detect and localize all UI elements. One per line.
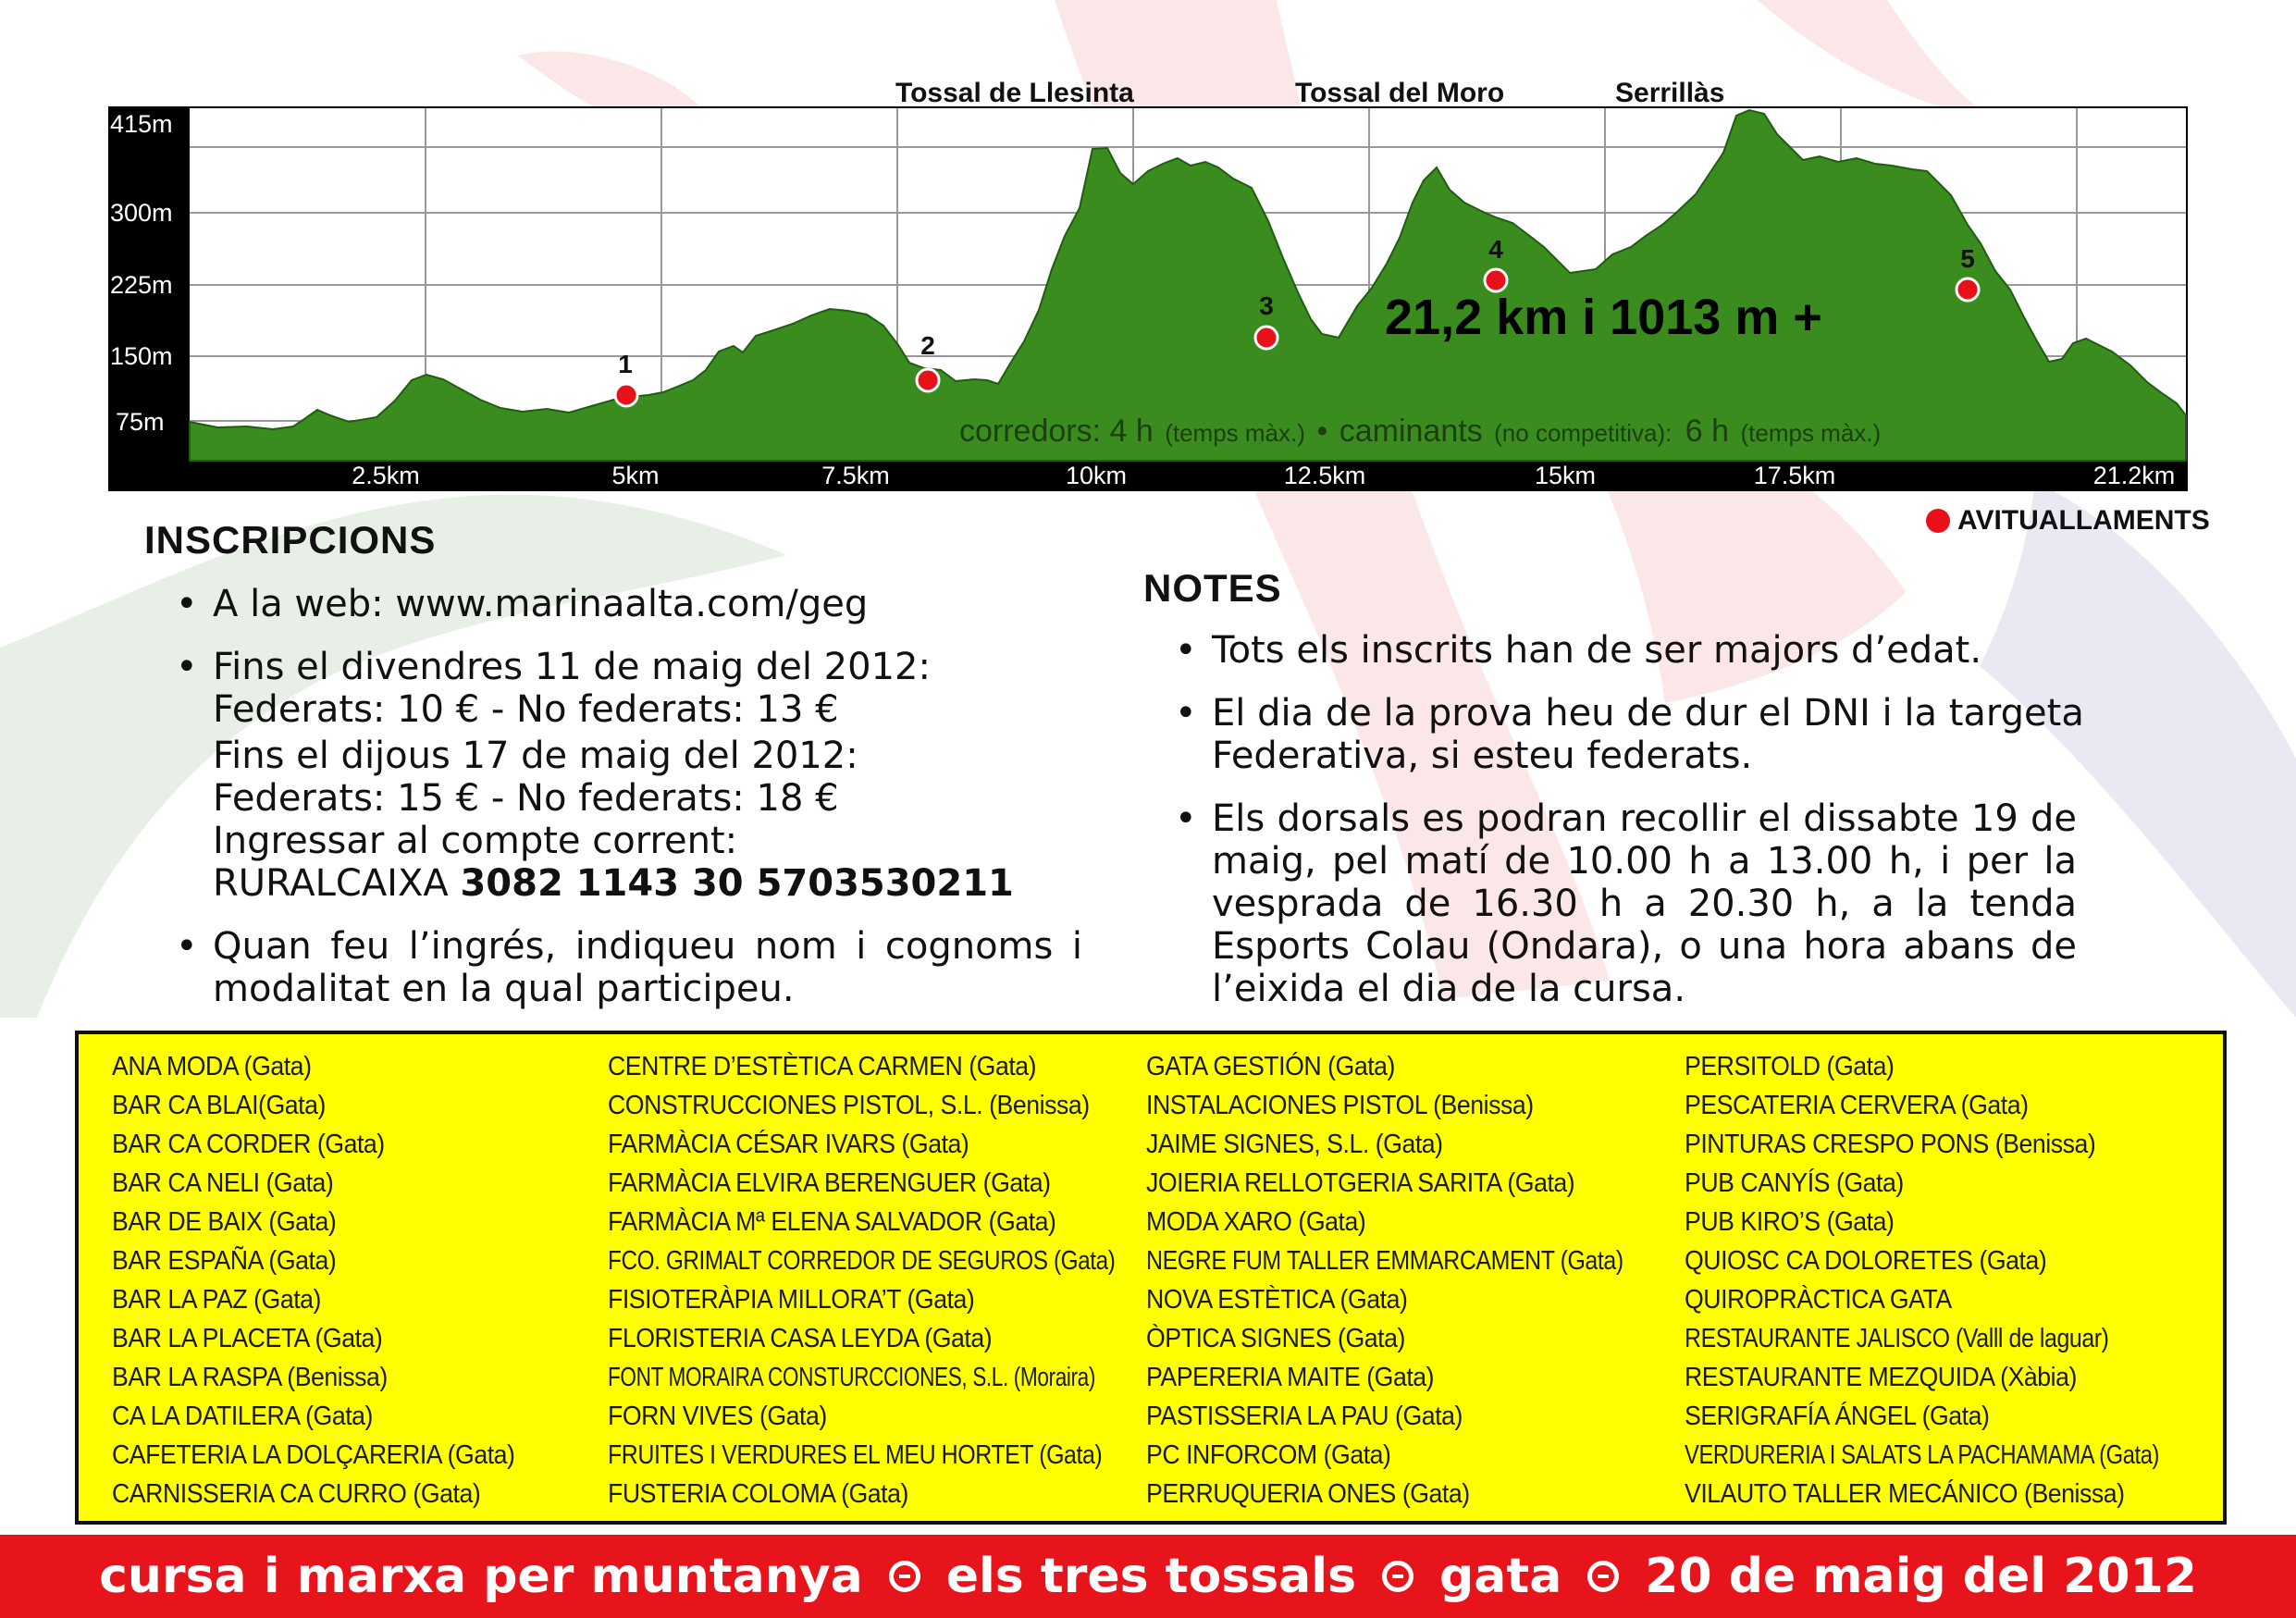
sponsor-item: CONSTRUCCIONES PISTOL, S.L. (Benissa) — [608, 1091, 1090, 1120]
sponsor-item: PASTISSERIA LA PAU (Gata) — [1146, 1402, 1463, 1431]
walkers-note: (no competitiva): — [1494, 419, 1673, 447]
sponsor-item: BAR LA PAZ (Gata) — [112, 1285, 321, 1315]
x-tick-label: 12.5km — [1283, 462, 1366, 489]
x-tick-label: 10km — [1065, 462, 1128, 489]
sponsor-item: FLORISTERIA CASA LEYDA (Gata) — [608, 1324, 993, 1353]
sponsor-column — [112, 1047, 608, 1521]
y-tick-label: 150m — [110, 342, 173, 370]
list-item — [1175, 629, 2077, 672]
sponsor-item: RESTAURANTE JALISCO (Valll de laguar) — [1685, 1324, 2109, 1353]
sponsor-item: PERRUQUERIA ONES (Gata) — [1146, 1479, 1470, 1509]
note-text: maig, pel matí de 10.00 h a 13.00 h, i per la — [1212, 840, 2077, 883]
aid-station-number: 1 — [618, 350, 633, 378]
sponsor-item: FRUITES I VERDURES EL MEU HORTET (Gata) — [608, 1440, 1103, 1470]
sponsor-item: JAIME SIGNES, S.L. (Gata) — [1146, 1130, 1443, 1159]
sponsor-item: PAPERERIA MAITE (Gata) — [1146, 1363, 1435, 1392]
sponsor-item: PESCATERIA CERVERA (Gata) — [1685, 1091, 2029, 1120]
aid-station-marker — [917, 369, 939, 391]
footer-date: 20 de maig del 2012 — [1645, 1549, 2197, 1604]
note-text: Federativa, si esteu federats. — [1212, 735, 1753, 777]
sponsor-item: FUSTERIA COLOMA (Gata) — [608, 1479, 908, 1509]
x-tick-label: 21.2km — [2092, 462, 2176, 489]
notes-title: NOTES — [1143, 566, 1282, 610]
peak-label: Tossal de Llesinta — [895, 78, 1134, 108]
sponsor-item: FCO. GRIMALT CORREDOR DE SEGUROS (Gata) — [608, 1246, 1116, 1276]
aid-station-marker — [615, 384, 637, 406]
sponsor-item: NOVA ESTÈTICA (Gata) — [1146, 1285, 1408, 1315]
aid-station-number: 4 — [1488, 235, 1503, 264]
sponsor-item: FARMÀCIA Mª ELENA SALVADOR (Gata) — [608, 1207, 1056, 1237]
account-label: Ingressar al compte corrent: — [213, 820, 738, 862]
sponsor-item: CARNISSERIA CA CURRO (Gata) — [112, 1479, 481, 1509]
walkers-label: caminants — [1339, 414, 1483, 449]
sponsor-item: PINTURAS CRESPO PONS (Benissa) — [1685, 1130, 2096, 1159]
aid-station-marker — [1255, 327, 1278, 349]
note-text: • Els dorsals es podran recollir el dissabte 19 de — [1212, 797, 2077, 840]
sponsor-item: PUB KIRO’S (Gata) — [1685, 1207, 1895, 1237]
note-text: • Tots els inscrits han de ser majors d’edat. — [1212, 629, 1982, 672]
y-tick-label: 225m — [110, 271, 173, 299]
sponsor-item: FARMÀCIA ELVIRA BERENGUER (Gata) — [608, 1168, 1051, 1198]
separator-dot: • — [1316, 414, 1328, 449]
aid-station-marker — [1957, 278, 1979, 301]
sponsor-column — [1685, 1047, 2223, 1521]
notes-list — [1175, 629, 2084, 1010]
elevation-profile-chart — [108, 106, 2188, 491]
sponsor-item: FORN VIVES (Gata) — [608, 1402, 827, 1431]
footer-event: cursa i marxa per muntanya — [99, 1549, 863, 1604]
sponsor-item: VILAUTO TALLER MECÁNICO (Benissa) — [1685, 1479, 2125, 1509]
note-text: • El dia de la prova heu de dur el DNI i la targeta — [1212, 692, 2084, 735]
walkers-note-2: (temps màx.) — [1740, 419, 1882, 447]
aid-station-marker — [1485, 269, 1507, 291]
y-tick-label: 75m — [116, 408, 165, 436]
price-1: Federats: 10 € - No federats: 13 € — [213, 688, 839, 731]
sponsor-item: NEGRE FUM TALLER EMMARCAMENT (Gata) — [1146, 1246, 1623, 1276]
sponsor-item: CAFETERIA LA DOLÇARERIA (Gata) — [112, 1440, 515, 1470]
sponsor-item: PERSITOLD (Gata) — [1685, 1052, 1895, 1081]
account-number: 3082 1143 30 5703530211 — [460, 862, 1014, 905]
deadline-2: Fins el dijous 17 de maig del 2012: — [213, 735, 858, 777]
sponsor-column — [608, 1047, 1146, 1521]
runners-note: (temps màx.) — [1165, 419, 1305, 447]
sponsor-item: PUB CANYÍS (Gata) — [1685, 1168, 1904, 1198]
walkers-time: 6 h — [1685, 414, 1730, 449]
sponsor-item: FONT MORAIRA CONSTURCCIONES, S.L. (Moraira) — [608, 1363, 1096, 1392]
sponsor-item: ANA MODA (Gata) — [112, 1052, 312, 1081]
sponsor-item: CENTRE D’ESTÈTICA CARMEN (Gata) — [608, 1052, 1037, 1081]
sponsor-item: BAR CA BLAI(Gata) — [112, 1091, 326, 1120]
separator-icon — [1382, 1561, 1413, 1592]
sponsor-item: BAR CA CORDER (Gata) — [112, 1130, 385, 1159]
sponsor-item: GATA GESTIÓN (Gata) — [1146, 1052, 1395, 1081]
y-tick-label: 415m — [110, 110, 173, 138]
aid-station-number: 2 — [920, 331, 935, 360]
sponsor-item: ÒPTICA SIGNES (Gata) — [1146, 1324, 1405, 1353]
aid-station-number: 3 — [1259, 291, 1274, 320]
list-item — [176, 925, 1082, 1010]
sponsor-item: RESTAURANTE MEZQUIDA (Xàbia) — [1685, 1363, 2077, 1392]
legend — [1926, 505, 2210, 537]
sponsor-item: BAR CA NELI (Gata) — [112, 1168, 334, 1198]
separator-icon — [1587, 1561, 1619, 1592]
sponsor-item: BAR LA RASPA (Benissa) — [112, 1363, 388, 1392]
x-tick-label: 5km — [611, 462, 660, 489]
note-text: vesprada de 16.30 h a 20.30 h, a la tenda — [1212, 883, 2077, 925]
sponsor-item: BAR LA PLACETA (Gata) — [112, 1324, 383, 1353]
payment-note: modalitat en la qual participeu. — [213, 968, 795, 1010]
note-text: Esports Colau (Ondara), o una hora abans de — [1212, 925, 2077, 968]
sponsor-item: JOIERIA RELLOTGERIA SARITA (Gata) — [1146, 1168, 1575, 1198]
footer-banner — [0, 1535, 2296, 1618]
list-item — [1175, 797, 2077, 1010]
web-info: • A la web: www.marinaalta.com/geg — [213, 583, 869, 625]
sponsor-item: PC INFORCOM (Gata) — [1146, 1440, 1391, 1470]
sponsor-item: FARMÀCIA CÉSAR IVARS (Gata) — [608, 1130, 969, 1159]
legend-label: AVITUALLAMENTS — [1957, 505, 2210, 536]
list-item — [176, 646, 1082, 905]
sponsor-item: QUIROPRÀCTICA GATA — [1685, 1285, 1952, 1315]
sponsor-item: FISIOTERÀPIA MILLORA’T (Gata) — [608, 1285, 975, 1315]
sponsors-box — [75, 1031, 2227, 1525]
runners-time: corredors: 4 h — [959, 414, 1154, 449]
sponsor-item: MODA XARO (Gata) — [1146, 1207, 1366, 1237]
peak-label: Serrillàs — [1615, 78, 1725, 108]
separator-icon — [889, 1561, 920, 1592]
sponsor-column — [1146, 1047, 1685, 1521]
sponsor-item: BAR ESPAÑA (Gata) — [112, 1246, 337, 1276]
sponsor-item: CA LA DATILERA (Gata) — [112, 1402, 373, 1431]
x-tick-label: 15km — [1534, 462, 1597, 489]
footer-town: gata — [1439, 1549, 1562, 1604]
registrations-list — [176, 583, 1082, 1010]
deadline-1: • Fins el divendres 11 de maig del 2012: — [213, 646, 931, 688]
x-tick-label: 7.5km — [821, 462, 890, 489]
x-tick-label: 2.5km — [352, 462, 420, 489]
registrations-title: INSCRIPCIONS — [144, 518, 437, 562]
list-item — [1175, 692, 2084, 777]
sponsor-item: VERDURERIA I SALATS LA PACHAMAMA (Gata) — [1685, 1440, 2160, 1470]
aid-station-number: 5 — [1960, 244, 1975, 273]
price-2: Federats: 15 € - No federats: 18 € — [213, 777, 839, 820]
list-item — [176, 583, 1082, 625]
sponsor-item: INSTALACIONES PISTOL (Benissa) — [1146, 1091, 1534, 1120]
sponsor-item: SERIGRAFÍA ÁNGEL (Gata) — [1685, 1402, 1990, 1431]
peak-label: Tossal del Moro — [1295, 78, 1505, 108]
y-tick-label: 300m — [110, 199, 173, 227]
x-tick-label: 17.5km — [1753, 462, 1836, 489]
bank-name: RURALCAIXA — [213, 862, 449, 905]
sponsor-item: QUIOSC CA DOLORETES (Gata) — [1685, 1246, 2047, 1276]
sponsor-item: BAR DE BAIX (Gata) — [112, 1207, 337, 1237]
bank-account — [213, 862, 1082, 905]
aid-station-dot-icon — [1926, 509, 1950, 533]
footer-race-name: els tres tossals — [945, 1549, 1357, 1604]
payment-note: • Quan feu l’ingrés, indiqueu nom i cognoms i — [213, 925, 1082, 968]
time-limits — [959, 414, 1881, 449]
note-text: l’eixida el dia de la cursa. — [1212, 968, 1686, 1010]
route-summary: 21,2 km i 1013 m + — [1385, 290, 1822, 345]
